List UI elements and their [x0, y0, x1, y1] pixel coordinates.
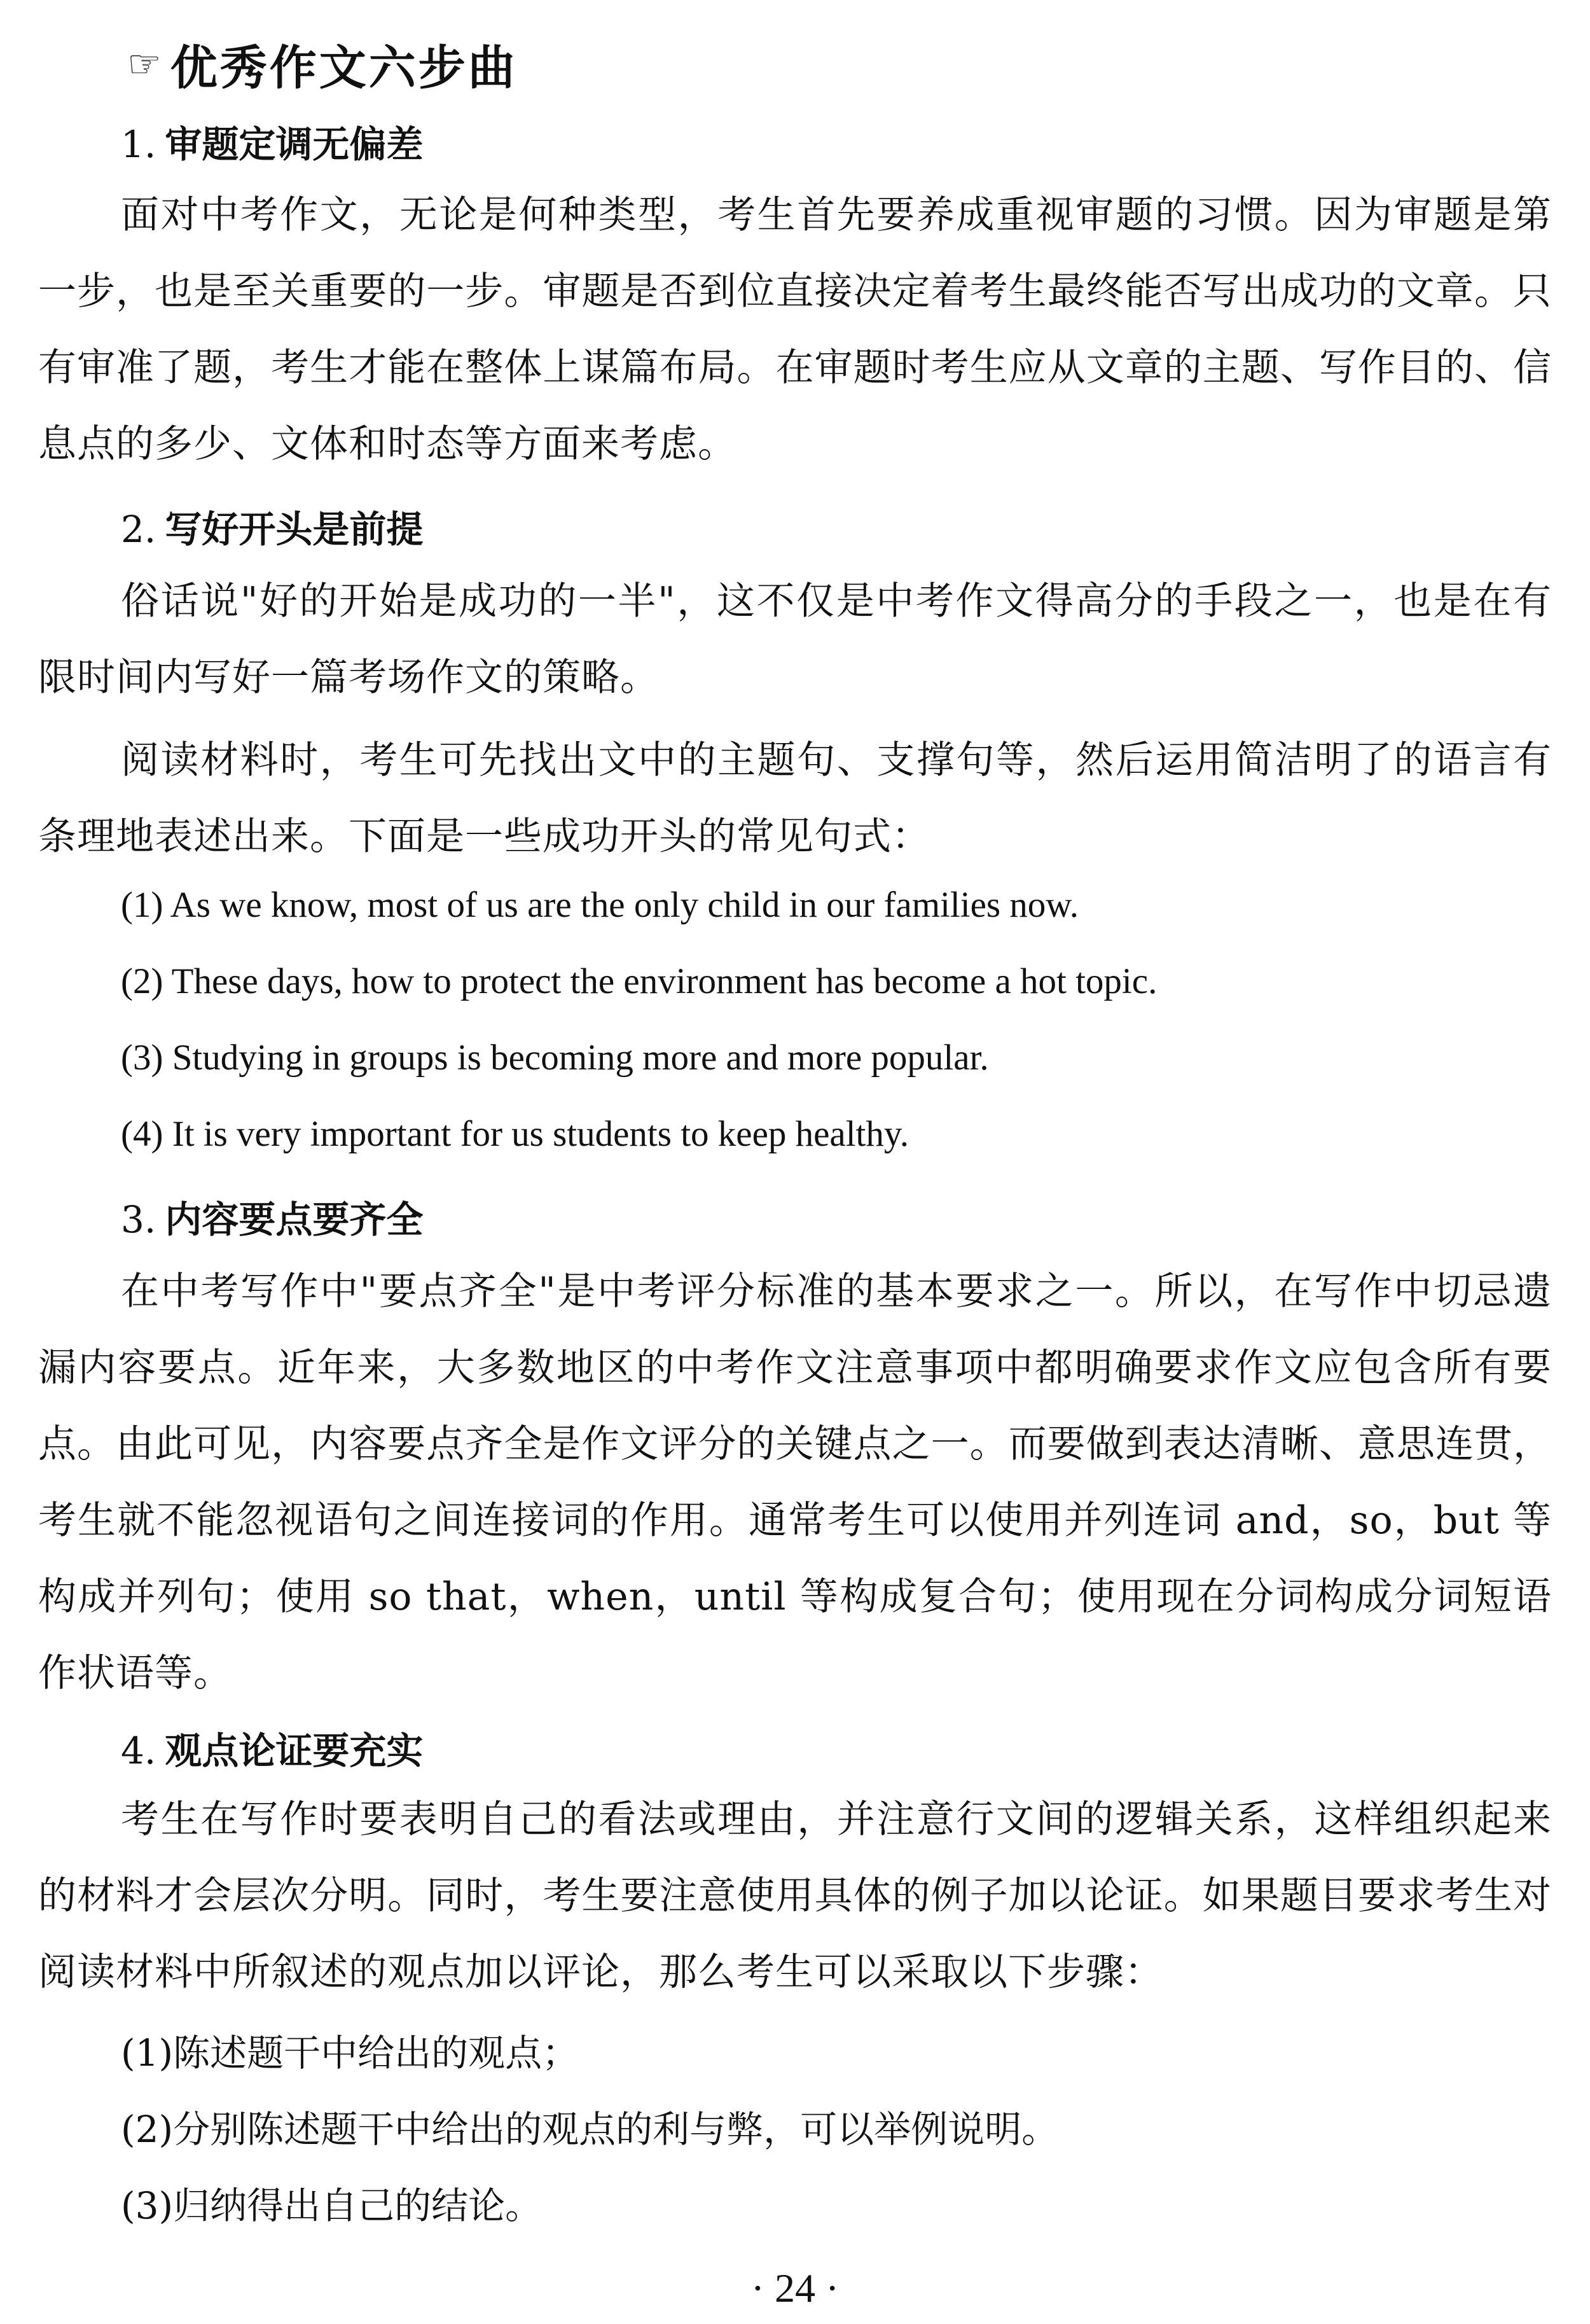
step-2: (2)分别陈述题干中给出的观点的利与弊，可以举例说明。 — [121, 2108, 1059, 2151]
opener-example-3: (3) Studying in groups is becoming more and more popular. — [121, 1038, 989, 1078]
section-2-title — [121, 499, 423, 553]
section-title: 内容要点要齐全 — [165, 1198, 424, 1241]
section-2-paragraph-1: 俗话说"好的开始是成功的一半"，这不仅是中考作文得高分的手段之一，也是在有限时间内写好一篇考场作文的策略。 — [38, 579, 1552, 700]
section-4-title — [121, 1721, 423, 1774]
opener-example-2: (2) These days, how to protect the environment has become a hot topic. — [121, 961, 1158, 1001]
step-3: (3)归纳得出自己的结论。 — [121, 2184, 543, 2227]
document-page — [38, 19, 1552, 2309]
heading-text: 优秀作文六步曲 — [170, 41, 518, 95]
page-heading — [127, 31, 518, 98]
section-number: 2. — [121, 508, 156, 551]
section-4-paragraph: 考生在写作时要表明自己的看法或理由，并注意行文间的逻辑关系，这样组织起来的材料才会层次分明。同时，考生要注意使用具体的例子加以论证。如果题目要求考生对阅读材料中所叙述的观点加以评论，那么考生可以采取以下步骤： — [38, 1797, 1552, 1994]
section-3-title — [121, 1190, 423, 1243]
section-title: 观点论证要充实 — [165, 1729, 424, 1772]
section-2-paragraph-2: 阅读材料时，考生可先找出文中的主题句、支撑句等，然后运用简洁明了的语言有条理地表述出来。下面是一些成功开头的常见句式： — [38, 738, 1552, 859]
pointing-hand-icon: ☞ — [127, 42, 164, 87]
opener-example-1: (1) As we know, most of us are the only child in our families now. — [121, 885, 1079, 925]
section-3-paragraph: 在中考写作中"要点齐全"是中考评分标准的基本要求之一。所以，在写作中切忌遗漏内容要点。近年来，大多数地区的中考作文注意事项中都明确要求作文应包含所有要点。由此可见，内容要点齐全是作文评分的关键点之一。而要做到表达清晰、意思连贯，考生就不能忽视语句之间连接词的作用。通常考生可以使用并列连词 and，so，but 等构成并列句；使用 so that，when，until 等构成复合句；使用现在分词构成分词短语作状语等。 — [38, 1269, 1552, 1695]
section-title: 审题定调无偏差 — [165, 123, 424, 166]
section-title: 写好开头是前提 — [165, 508, 424, 551]
section-1-paragraph: 面对中考作文，无论是何种类型，考生首先要养成重视审题的习惯。因为审题是第一步，也是至关重要的一步。审题是否到位直接决定着考生最终能否写出成功的文章。只有审准了题，考生才能在整体上谋篇布局。在审题时考生应从文章的主题、写作目的、信息点的多少、文体和时态等方面来考虑。 — [38, 193, 1552, 466]
section-1-title — [121, 115, 423, 168]
step-1: (1)陈述题干中给出的观点； — [121, 2031, 579, 2075]
section-number: 4. — [121, 1729, 156, 1772]
opener-example-4: (4) It is very important for us students to keep healthy. — [121, 1114, 909, 1154]
page-number: · 24 · — [750, 2265, 840, 2311]
section-number: 3. — [121, 1198, 156, 1241]
section-number: 1. — [121, 123, 156, 166]
